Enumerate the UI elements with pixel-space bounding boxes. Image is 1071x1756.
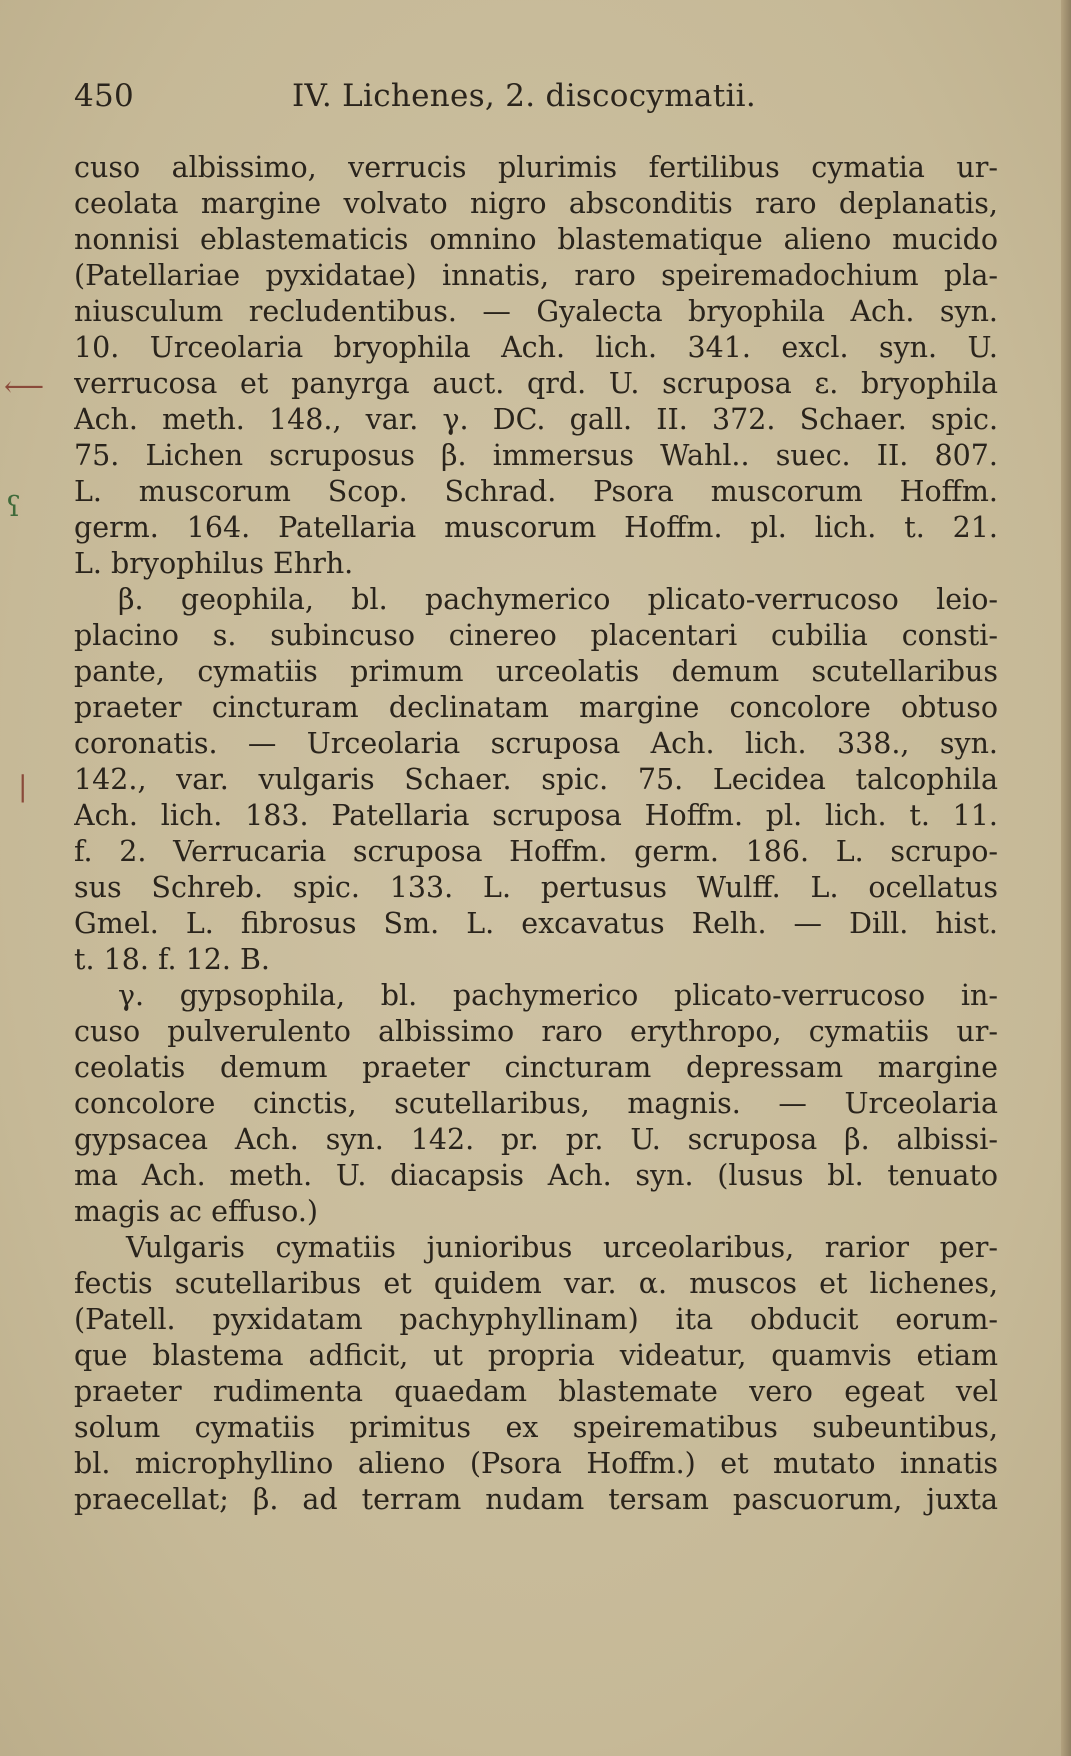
text-line: Gmel. L. fibrosus Sm. L. excavatus Relh. — Dill. hist. <box>74 907 998 940</box>
page-body-text <box>74 150 998 1518</box>
text-line: concolore cinctis, scutellaribus, magnis. — Urceolaria <box>74 1087 998 1120</box>
text-line: praecellat; β. ad terram nudam tersam pascuorum, juxta <box>74 1483 998 1516</box>
text-line: Ach. lich. 183. Patellaria scruposa Hoffm. pl. lich. t. 11. <box>74 799 998 832</box>
page-number: 450 <box>74 78 135 114</box>
text-line: verrucosa et panyrga auct. qrd. U. scruposa ε. bryophila <box>74 367 998 400</box>
page-header <box>74 78 994 118</box>
text-line: magis ac effuso.) <box>74 1195 319 1228</box>
margin-arrow-mark: ⟵ <box>4 370 45 403</box>
text-line: L. muscorum Scop. Schrad. Psora muscorum Hoffm. <box>74 475 998 508</box>
margin-green-mark: ʕ <box>6 490 22 523</box>
text-line: bl. microphyllino alieno (Psora Hoffm.) et mutato innatis <box>74 1447 998 1480</box>
text-line: Vulgaris cymatiis junioribus urceolaribus, rarior per- <box>126 1231 998 1264</box>
text-line: nonnisi eblastematicis omnino blastematique alieno mucido <box>74 223 998 256</box>
text-line: f. 2. Verrucaria scruposa Hoffm. germ. 186. L. scrupo- <box>74 835 998 868</box>
text-line: ceolata margine volvato nigro absconditis raro deplanatis, <box>74 187 998 220</box>
text-line: (Patellariae pyxidatae) innatis, raro speiremadochium pla- <box>74 259 998 292</box>
text-line: Ach. meth. 148., var. γ. DC. gall. II. 372. Schaer. spic. <box>74 403 998 436</box>
page-spine-shadow <box>1061 0 1071 1756</box>
text-line: cuso pulverulento albissimo raro erythropo, cymatiis ur- <box>74 1015 998 1048</box>
text-line: que blastema adficit, ut propria videatur, quamvis etiam <box>74 1339 998 1372</box>
text-line: pante, cymatiis primum urceolatis demum scutellaribus <box>74 655 998 688</box>
text-line: cuso albissimo, verrucis plurimis fertilibus cymatia ur- <box>74 151 998 184</box>
text-line: praeter rudimenta quaedam blastemate vero egeat vel <box>74 1375 998 1408</box>
text-line: t. 18. f. 12. B. <box>74 943 270 976</box>
text-line: niusculum recludentibus. — Gyalecta bryophila Ach. syn. <box>74 295 998 328</box>
text-line: gypsacea Ach. syn. 142. pr. pr. U. scruposa β. albissi- <box>74 1123 998 1156</box>
text-line: ma Ach. meth. U. diacapsis Ach. syn. (lusus bl. tenuato <box>74 1159 998 1192</box>
text-line: germ. 164. Patellaria muscorum Hoffm. pl. lich. t. 21. <box>74 511 998 544</box>
text-line: placino s. subincuso cinereo placentari cubilia consti- <box>74 619 998 652</box>
text-line: γ. gypsophila, bl. pachymerico plicato-verrucoso in- <box>118 979 998 1012</box>
text-line: coronatis. — Urceolaria scruposa Ach. lich. 338., syn. <box>74 727 998 760</box>
text-line: sus Schreb. spic. 133. L. pertusus Wulff. L. ocellatus <box>74 871 998 904</box>
text-line: β. geophila, bl. pachymerico plicato-verrucoso leio- <box>118 583 998 616</box>
text-line: 142., var. vulgaris Schaer. spic. 75. Lecidea talcophila <box>74 763 998 796</box>
text-line: 75. Lichen scruposus β. immersus Wahl.. suec. II. 807. <box>74 439 998 472</box>
text-line: L. bryophilus Ehrh. <box>74 547 354 580</box>
margin-pencil-mark: | <box>18 770 28 803</box>
text-line: solum cymatiis primitus ex speirematibus subeuntibus, <box>74 1411 998 1444</box>
text-line: 10. Urceolaria bryophila Ach. lich. 341. excl. syn. U. <box>74 331 998 364</box>
text-line: ceolatis demum praeter cincturam depressam margine <box>74 1051 998 1084</box>
running-title: IV. Lichenes, 2. discocymatii. <box>292 78 757 114</box>
text-line: fectis scutellaribus et quidem var. α. muscos et lichenes, <box>74 1267 998 1300</box>
text-line: praeter cincturam declinatam margine concolore obtuso <box>74 691 998 724</box>
text-line: (Patell. pyxidatam pachyphyllinam) ita obducit eorum- <box>74 1303 998 1336</box>
